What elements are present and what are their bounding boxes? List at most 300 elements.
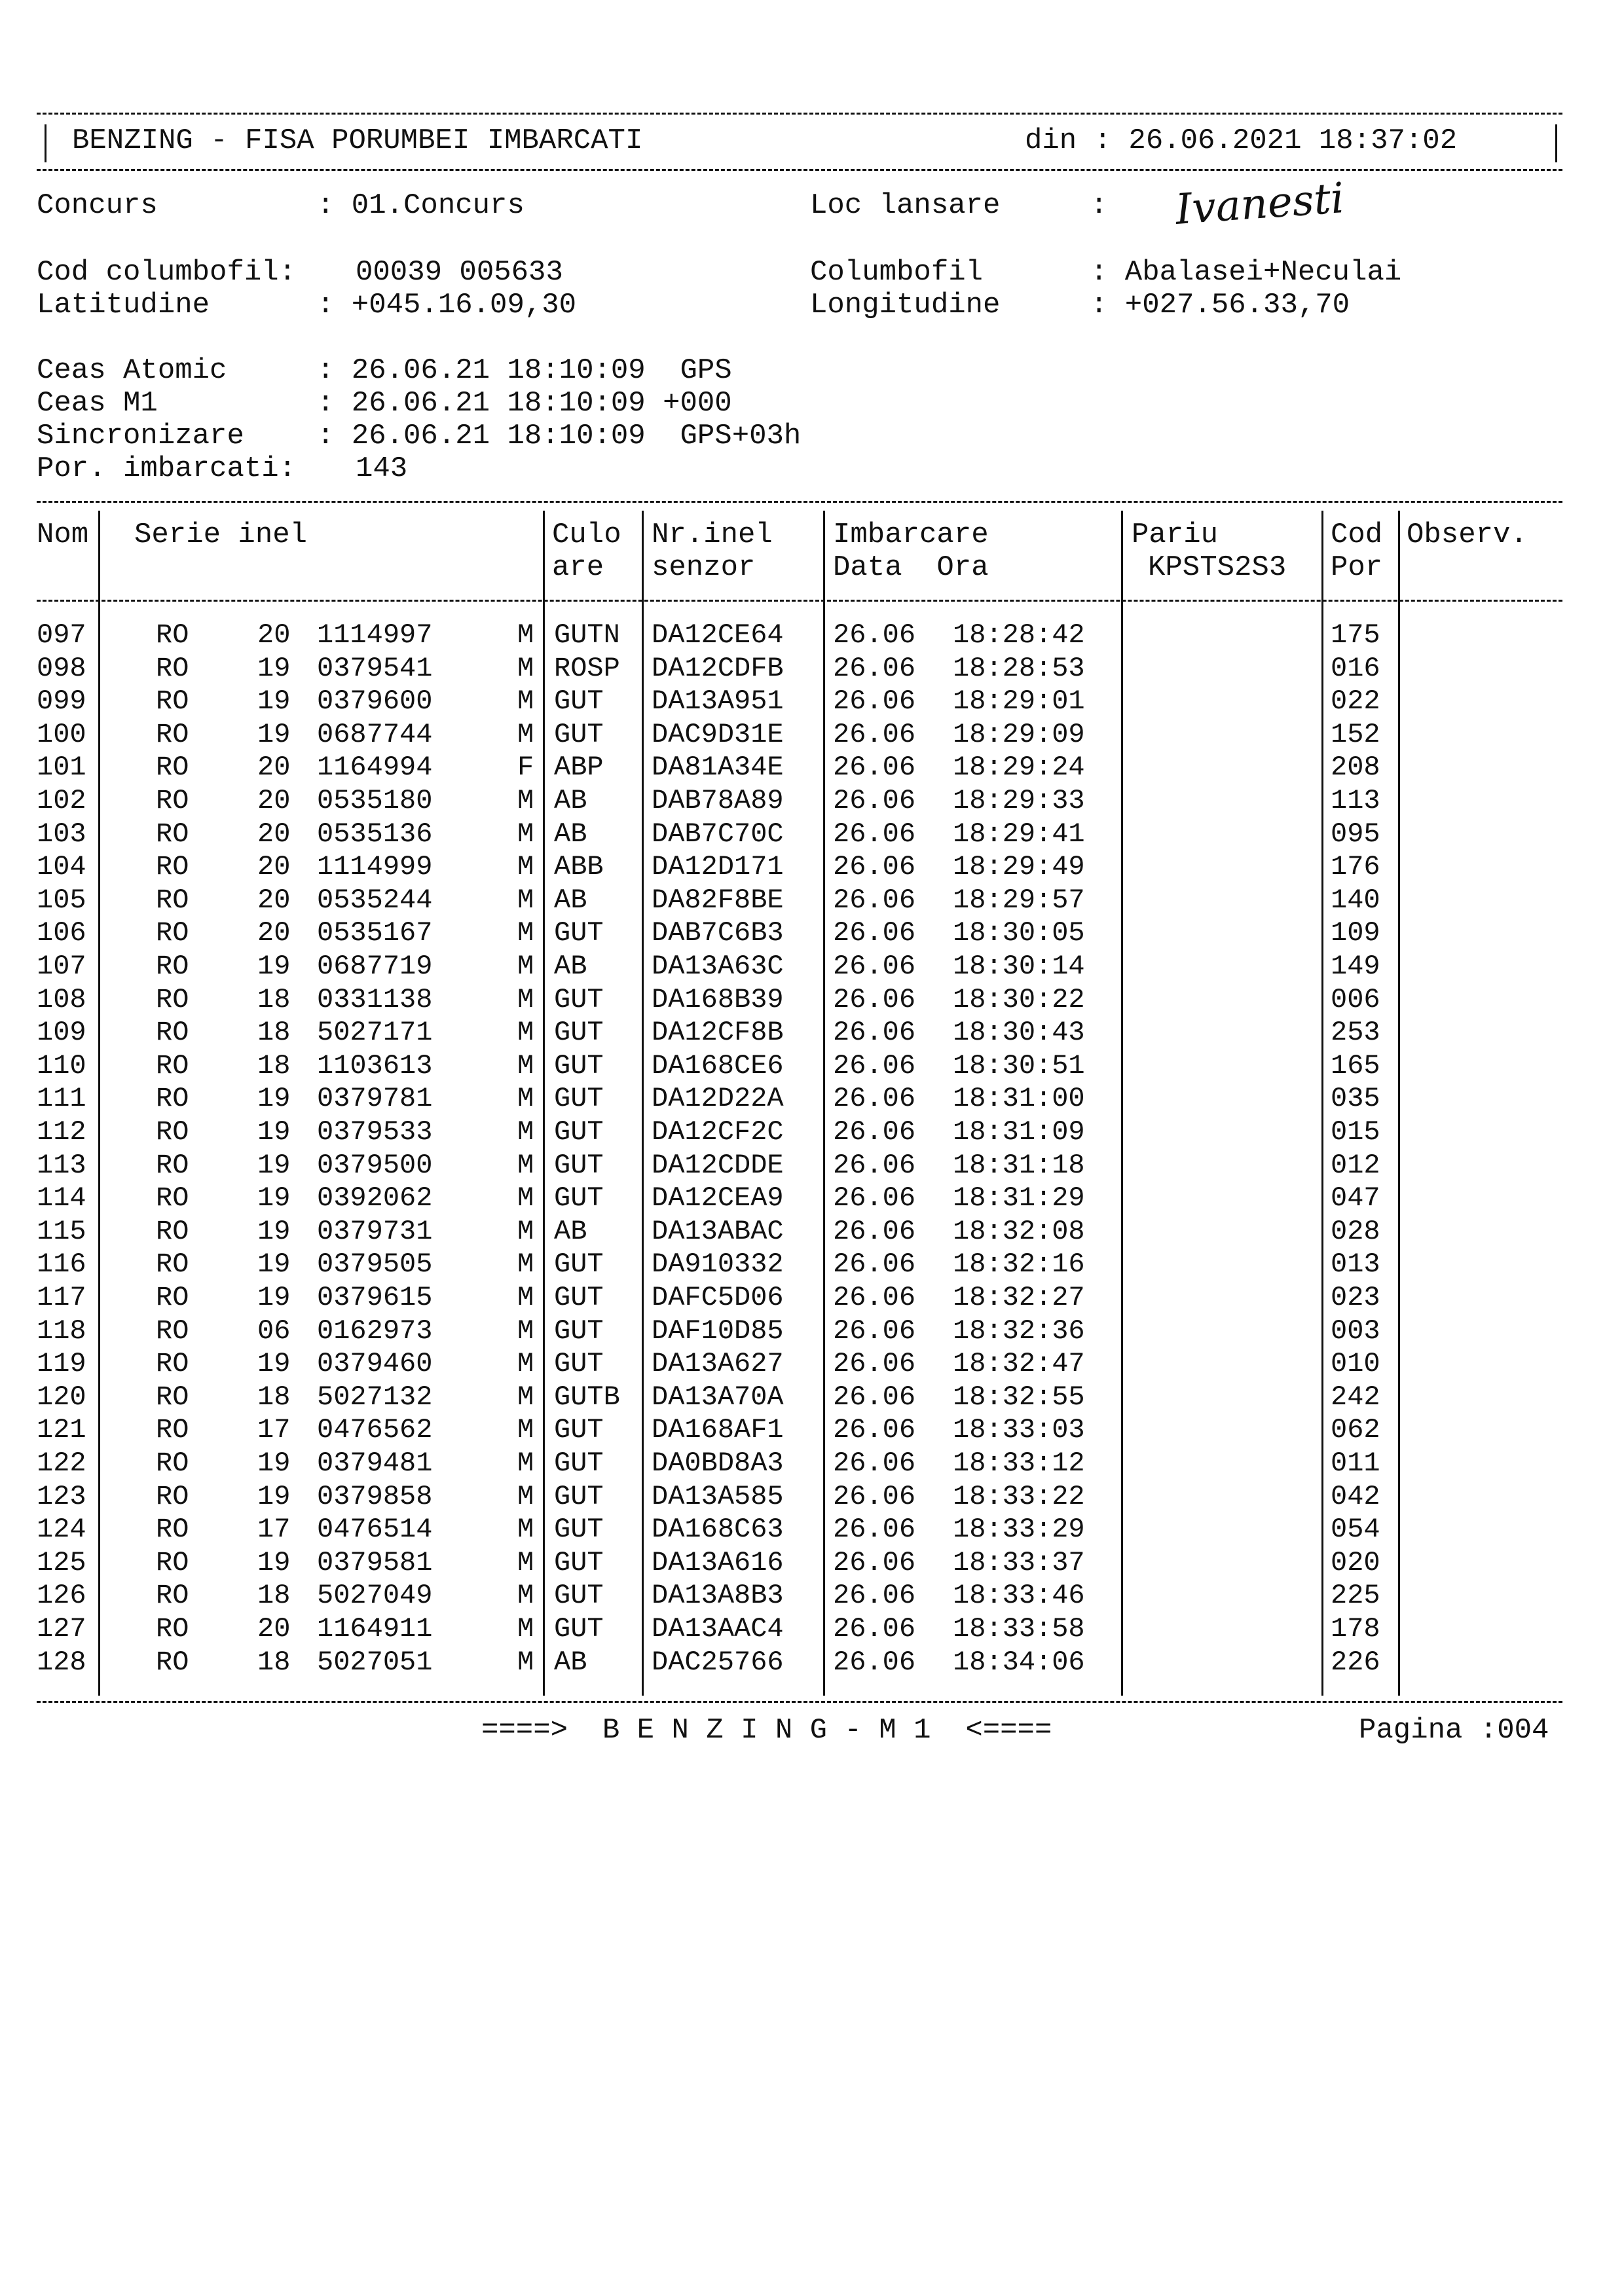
header-left-bar — [45, 124, 46, 162]
col-pariu-1: Pariu — [1132, 519, 1219, 551]
table-row — [0, 619, 1624, 652]
row-nom: 125 — [37, 1546, 86, 1578]
row-ring-number: 0379460 — [317, 1348, 433, 1380]
row-ring-number: 1164911 — [317, 1613, 433, 1645]
row-nom: 117 — [37, 1282, 86, 1313]
row-ring-number: 0379505 — [317, 1248, 433, 1281]
row-country: RO — [156, 785, 189, 816]
row-cod-por: 020 — [1331, 1546, 1380, 1578]
row-ring-number: 0162973 — [317, 1315, 433, 1347]
row-date: 26.06 — [833, 1248, 916, 1281]
row-ring-number: 0535136 — [317, 818, 433, 850]
row-time: 18:28:53 — [953, 652, 1085, 684]
table-row — [0, 1381, 1624, 1414]
row-date: 26.06 — [833, 1215, 916, 1247]
row-nom: 123 — [37, 1480, 86, 1512]
table-row — [0, 718, 1624, 752]
row-cod-por: 035 — [1331, 1083, 1380, 1115]
table-row — [0, 652, 1624, 685]
row-cod-por: 225 — [1331, 1580, 1380, 1612]
row-sex: M — [517, 1414, 534, 1446]
row-ring-number: 0379481 — [317, 1448, 433, 1479]
loc-lansare-handwritten: Ivanesti — [1173, 174, 1346, 234]
row-date: 26.06 — [833, 652, 916, 684]
row-date: 26.06 — [833, 718, 916, 750]
row-time: 18:31:00 — [953, 1083, 1085, 1115]
row-nom: 113 — [37, 1149, 86, 1181]
row-date: 26.06 — [833, 1613, 916, 1645]
row-date: 26.06 — [833, 1580, 916, 1612]
table-row — [0, 1315, 1624, 1348]
row-date: 26.06 — [833, 983, 916, 1015]
row-cod-por: 003 — [1331, 1315, 1380, 1347]
row-sex: M — [517, 1149, 534, 1181]
cod-columbofil-value: 00039 005633 — [356, 256, 563, 289]
row-culoare: GUT — [554, 1514, 604, 1546]
row-country: RO — [156, 1049, 189, 1082]
row-time: 18:30:05 — [953, 917, 1085, 949]
row-time: 18:32:27 — [953, 1282, 1085, 1313]
row-country: RO — [156, 884, 189, 916]
row-cod-por: 242 — [1331, 1381, 1380, 1413]
row-culoare: AB — [554, 1646, 587, 1678]
col-imbarcare-1: Imbarcare — [833, 519, 989, 551]
row-year: 18 — [257, 1017, 291, 1049]
row-date: 26.06 — [833, 851, 916, 883]
row-culoare: GUTN — [554, 619, 620, 651]
row-time: 18:29:41 — [953, 818, 1085, 850]
table-row — [0, 1149, 1624, 1182]
row-nr-inel: DA12D171 — [652, 851, 784, 883]
row-country: RO — [156, 1083, 189, 1115]
row-time: 18:34:06 — [953, 1646, 1085, 1678]
row-nr-inel: DA12CDDE — [652, 1149, 784, 1181]
row-nr-inel: DA12CF2C — [652, 1116, 784, 1148]
row-ring-number: 1103613 — [317, 1049, 433, 1082]
row-culoare: ABB — [554, 851, 604, 883]
row-nr-inel: DAB7C70C — [652, 818, 784, 850]
row-nom: 108 — [37, 983, 86, 1015]
row-sex: M — [517, 1116, 534, 1148]
row-country: RO — [156, 951, 189, 982]
row-nr-inel: DA13A616 — [652, 1546, 784, 1578]
row-ring-number: 0476562 — [317, 1414, 433, 1446]
row-culoare: GUT — [554, 1414, 604, 1446]
table-row — [0, 1116, 1624, 1149]
row-date: 26.06 — [833, 1414, 916, 1446]
row-culoare: GUT — [554, 1083, 604, 1115]
row-year: 19 — [257, 1448, 291, 1479]
row-country: RO — [156, 1149, 189, 1181]
row-nom: 116 — [37, 1248, 86, 1281]
row-sex: M — [517, 1546, 534, 1578]
row-sex: M — [517, 1613, 534, 1645]
row-time: 18:30:22 — [953, 983, 1085, 1015]
row-sex: M — [517, 1646, 534, 1678]
row-country: RO — [156, 983, 189, 1015]
row-date: 26.06 — [833, 818, 916, 850]
row-year: 06 — [257, 1315, 291, 1347]
row-cod-por: 095 — [1331, 818, 1380, 850]
row-country: RO — [156, 1282, 189, 1313]
table-row — [0, 950, 1624, 983]
row-nom: 126 — [37, 1580, 86, 1612]
row-culoare: AB — [554, 884, 587, 916]
row-year: 20 — [257, 1613, 291, 1645]
row-year: 20 — [257, 619, 291, 651]
row-nom: 101 — [37, 752, 86, 784]
row-time: 18:32:47 — [953, 1348, 1085, 1380]
row-sex: M — [517, 1282, 534, 1313]
row-nom: 109 — [37, 1017, 86, 1049]
col-nr-inel-2: senzor — [652, 551, 756, 584]
row-date: 26.06 — [833, 1017, 916, 1049]
row-nr-inel: DAFC5D06 — [652, 1282, 784, 1313]
columbofil-label: Columbofil — [810, 256, 984, 289]
cod-columbofil-label: Cod columbofil: — [37, 256, 297, 289]
table-row — [0, 818, 1624, 851]
row-date: 26.06 — [833, 1315, 916, 1347]
row-date: 26.06 — [833, 1049, 916, 1082]
row-nom: 119 — [37, 1348, 86, 1380]
col-serie-inel: Serie inel — [134, 519, 308, 551]
row-ring-number: 0379600 — [317, 685, 433, 718]
row-ring-number: 5027049 — [317, 1580, 433, 1612]
row-culoare: GUT — [554, 685, 604, 718]
row-year: 19 — [257, 1248, 291, 1281]
row-time: 18:29:01 — [953, 685, 1085, 718]
table-row — [0, 1347, 1624, 1381]
row-nom: 121 — [37, 1414, 86, 1446]
row-year: 20 — [257, 818, 291, 850]
row-sex: M — [517, 1083, 534, 1115]
row-cod-por: 011 — [1331, 1448, 1380, 1479]
col-nr-inel-1: Nr.inel — [652, 519, 773, 551]
row-nom: 100 — [37, 718, 86, 750]
table-row — [0, 1281, 1624, 1315]
row-time: 18:33:37 — [953, 1546, 1085, 1578]
header-top-border — [37, 113, 1562, 115]
row-country: RO — [156, 1414, 189, 1446]
row-nom: 106 — [37, 917, 86, 949]
row-sex: M — [517, 1049, 534, 1082]
table-row — [0, 1082, 1624, 1116]
row-country: RO — [156, 619, 189, 651]
row-ring-number: 0535167 — [317, 917, 433, 949]
col-observ: Observ. — [1407, 519, 1528, 551]
row-culoare: GUT — [554, 1613, 604, 1645]
row-cod-por: 023 — [1331, 1282, 1380, 1313]
row-ring-number: 0535180 — [317, 785, 433, 816]
row-nom: 112 — [37, 1116, 86, 1148]
row-cod-por: 165 — [1331, 1049, 1380, 1082]
table-row — [0, 917, 1624, 950]
row-cod-por: 047 — [1331, 1182, 1380, 1214]
col-cod-por-2: Por — [1331, 551, 1383, 584]
row-date: 26.06 — [833, 785, 916, 816]
table-header-bottom-border — [37, 600, 1562, 602]
row-country: RO — [156, 1646, 189, 1678]
row-nr-inel: DA13ABAC — [652, 1215, 784, 1247]
row-time: 18:31:29 — [953, 1182, 1085, 1214]
row-ring-number: 0379781 — [317, 1083, 433, 1115]
row-culoare: GUT — [554, 1348, 604, 1380]
row-date: 26.06 — [833, 1116, 916, 1148]
row-time: 18:33:12 — [953, 1448, 1085, 1479]
row-cod-por: 140 — [1331, 884, 1380, 916]
row-time: 18:29:49 — [953, 851, 1085, 883]
row-year: 19 — [257, 1480, 291, 1512]
row-cod-por: 013 — [1331, 1248, 1380, 1281]
col-nom: Nom — [37, 519, 89, 551]
row-ring-number: 0687744 — [317, 718, 433, 750]
row-date: 26.06 — [833, 1282, 916, 1313]
row-date: 26.06 — [833, 1083, 916, 1115]
row-year: 19 — [257, 685, 291, 718]
row-country: RO — [156, 1381, 189, 1413]
row-culoare: GUT — [554, 1282, 604, 1313]
row-nr-inel: DA13A585 — [652, 1480, 784, 1512]
row-cod-por: 152 — [1331, 718, 1380, 750]
row-sex: M — [517, 718, 534, 750]
row-nr-inel: DA12CDFB — [652, 652, 784, 684]
row-time: 18:30:43 — [953, 1017, 1085, 1049]
row-nr-inel: DA0BD8A3 — [652, 1448, 784, 1479]
row-nom: 107 — [37, 951, 86, 982]
row-culoare: AB — [554, 1215, 587, 1247]
table-row — [0, 1613, 1624, 1646]
row-year: 17 — [257, 1414, 291, 1446]
row-nr-inel: DA82F8BE — [652, 884, 784, 916]
row-time: 18:32:36 — [953, 1315, 1085, 1347]
row-culoare: GUT — [554, 917, 604, 949]
row-country: RO — [156, 818, 189, 850]
row-sex: M — [517, 851, 534, 883]
row-nr-inel: DA12CF8B — [652, 1017, 784, 1049]
table-row — [0, 1413, 1624, 1447]
row-date: 26.06 — [833, 685, 916, 718]
row-culoare: AB — [554, 785, 587, 816]
row-year: 18 — [257, 1646, 291, 1678]
row-cod-por: 113 — [1331, 785, 1380, 816]
row-date: 26.06 — [833, 1381, 916, 1413]
row-date: 26.06 — [833, 1149, 916, 1181]
row-year: 19 — [257, 1182, 291, 1214]
header-bottom-border — [37, 169, 1562, 171]
row-culoare: ABP — [554, 752, 604, 784]
row-ring-number: 0379541 — [317, 652, 433, 684]
row-nr-inel: DAB78A89 — [652, 785, 784, 816]
row-cod-por: 022 — [1331, 685, 1380, 718]
row-time: 18:33:58 — [953, 1613, 1085, 1645]
row-sex: M — [517, 983, 534, 1015]
row-nom: 115 — [37, 1215, 86, 1247]
row-time: 18:29:24 — [953, 752, 1085, 784]
table-row — [0, 784, 1624, 818]
row-time: 18:30:51 — [953, 1049, 1085, 1082]
row-nr-inel: DA12CEA9 — [652, 1182, 784, 1214]
row-nom: 102 — [37, 785, 86, 816]
row-cod-por: 015 — [1331, 1116, 1380, 1148]
table-row — [0, 884, 1624, 917]
row-sex: M — [517, 1248, 534, 1281]
ceas-atomic-label: Ceas Atomic — [37, 354, 227, 387]
row-date: 26.06 — [833, 1448, 916, 1479]
row-country: RO — [156, 1514, 189, 1546]
row-sex: M — [517, 951, 534, 982]
table-row — [0, 1480, 1624, 1514]
row-date: 26.06 — [833, 917, 916, 949]
row-culoare: ROSP — [554, 652, 620, 684]
ceas-m1-label: Ceas M1 — [37, 387, 158, 420]
row-sex: M — [517, 785, 534, 816]
row-year: 19 — [257, 652, 291, 684]
row-time: 18:32:16 — [953, 1248, 1085, 1281]
row-time: 18:29:33 — [953, 785, 1085, 816]
row-nr-inel: DAC25766 — [652, 1646, 784, 1678]
row-country: RO — [156, 652, 189, 684]
row-culoare: GUT — [554, 1546, 604, 1578]
row-nom: 097 — [37, 619, 86, 651]
row-year: 18 — [257, 1381, 291, 1413]
row-year: 18 — [257, 1049, 291, 1082]
row-nom: 127 — [37, 1613, 86, 1645]
row-year: 19 — [257, 951, 291, 982]
table-row — [0, 1646, 1624, 1679]
row-country: RO — [156, 1580, 189, 1612]
row-culoare: GUT — [554, 1580, 604, 1612]
table-row — [0, 1579, 1624, 1613]
row-sex: M — [517, 619, 534, 651]
row-ring-number: 5027171 — [317, 1017, 433, 1049]
row-cod-por: 175 — [1331, 619, 1380, 651]
row-sex: M — [517, 1215, 534, 1247]
row-nom: 103 — [37, 818, 86, 850]
footer-page: Pagina :004 — [1359, 1714, 1549, 1747]
row-ring-number: 1114999 — [317, 851, 433, 883]
row-ring-number: 0331138 — [317, 983, 433, 1015]
row-culoare: GUT — [554, 1182, 604, 1214]
row-year: 20 — [257, 785, 291, 816]
row-nom: 118 — [37, 1315, 86, 1347]
row-cod-por: 178 — [1331, 1613, 1380, 1645]
row-year: 20 — [257, 752, 291, 784]
row-nom: 111 — [37, 1083, 86, 1115]
row-year: 18 — [257, 983, 291, 1015]
col-pariu-2: KPSTS2S3 — [1148, 551, 1287, 584]
row-sex: M — [517, 1182, 534, 1214]
row-time: 18:29:09 — [953, 718, 1085, 750]
row-culoare: GUTB — [554, 1381, 620, 1413]
row-culoare: GUT — [554, 1248, 604, 1281]
report-title: BENZING - FISA PORUMBEI IMBARCATI — [72, 124, 643, 157]
row-nr-inel: DA81A34E — [652, 752, 784, 784]
row-time: 18:33:29 — [953, 1514, 1085, 1546]
ceas-atomic-value: : 26.06.21 18:10:09 GPS — [317, 354, 732, 387]
row-country: RO — [156, 1348, 189, 1380]
row-time: 18:30:14 — [953, 951, 1085, 982]
row-nr-inel: DA12D22A — [652, 1083, 784, 1115]
row-sex: M — [517, 1315, 534, 1347]
row-sex: M — [517, 818, 534, 850]
row-nr-inel: DAB7C6B3 — [652, 917, 784, 949]
row-country: RO — [156, 1017, 189, 1049]
table-row — [0, 1248, 1624, 1281]
row-year: 19 — [257, 1215, 291, 1247]
row-country: RO — [156, 1315, 189, 1347]
row-date: 26.06 — [833, 1480, 916, 1512]
row-year: 19 — [257, 1546, 291, 1578]
table-row — [0, 1049, 1624, 1083]
concurs-label: Concurs — [37, 189, 158, 222]
sincronizare-label: Sincronizare — [37, 420, 244, 452]
row-ring-number: 1114997 — [317, 619, 433, 651]
row-ring-number: 0535244 — [317, 884, 433, 916]
concurs-value: : 01.Concurs — [317, 189, 525, 222]
row-sex: M — [517, 1580, 534, 1612]
report-date: din : 26.06.2021 18:37:02 — [1025, 124, 1458, 157]
row-culoare: GUT — [554, 1480, 604, 1512]
row-date: 26.06 — [833, 1514, 916, 1546]
row-date: 26.06 — [833, 619, 916, 651]
row-sex: M — [517, 917, 534, 949]
row-country: RO — [156, 1546, 189, 1578]
col-imbarcare-2: Data Ora — [833, 551, 989, 584]
row-country: RO — [156, 1613, 189, 1645]
table-row — [0, 1546, 1624, 1580]
row-country: RO — [156, 1182, 189, 1214]
latitudine-label: Latitudine — [37, 289, 210, 321]
row-ring-number: 0379615 — [317, 1282, 433, 1313]
row-nom: 105 — [37, 884, 86, 916]
row-ring-number: 0379731 — [317, 1215, 433, 1247]
col-culoare-1: Culo — [552, 519, 621, 551]
row-country: RO — [156, 1480, 189, 1512]
row-cod-por: 012 — [1331, 1149, 1380, 1181]
row-culoare: GUT — [554, 983, 604, 1015]
row-nom: 110 — [37, 1049, 86, 1082]
row-ring-number: 0379533 — [317, 1116, 433, 1148]
header-right-bar — [1555, 124, 1557, 162]
row-nr-inel: DA168AF1 — [652, 1414, 784, 1446]
row-time: 18:33:46 — [953, 1580, 1085, 1612]
row-ring-number: 0379858 — [317, 1480, 433, 1512]
row-nr-inel: DAC9D31E — [652, 718, 784, 750]
row-sex: M — [517, 1017, 534, 1049]
row-time: 18:31:18 — [953, 1149, 1085, 1181]
row-cod-por: 226 — [1331, 1646, 1380, 1678]
row-sex: M — [517, 652, 534, 684]
col-cod-por-1: Cod — [1331, 519, 1383, 551]
table-row — [0, 1447, 1624, 1480]
row-country: RO — [156, 718, 189, 750]
row-country: RO — [156, 685, 189, 718]
row-nr-inel: DA13A8B3 — [652, 1580, 784, 1612]
row-nr-inel: DA168C63 — [652, 1514, 784, 1546]
row-culoare: GUT — [554, 1448, 604, 1479]
row-sex: M — [517, 685, 534, 718]
row-ring-number: 0379581 — [317, 1546, 433, 1578]
row-cod-por: 006 — [1331, 983, 1380, 1015]
row-cod-por: 208 — [1331, 752, 1380, 784]
columbofil-value: : Abalasei+Neculai — [1090, 256, 1402, 289]
table-row — [0, 850, 1624, 884]
row-nom: 114 — [37, 1182, 86, 1214]
row-culoare: GUT — [554, 1049, 604, 1082]
row-time: 18:32:08 — [953, 1215, 1085, 1247]
row-cod-por: 042 — [1331, 1480, 1380, 1512]
row-nom: 122 — [37, 1448, 86, 1479]
